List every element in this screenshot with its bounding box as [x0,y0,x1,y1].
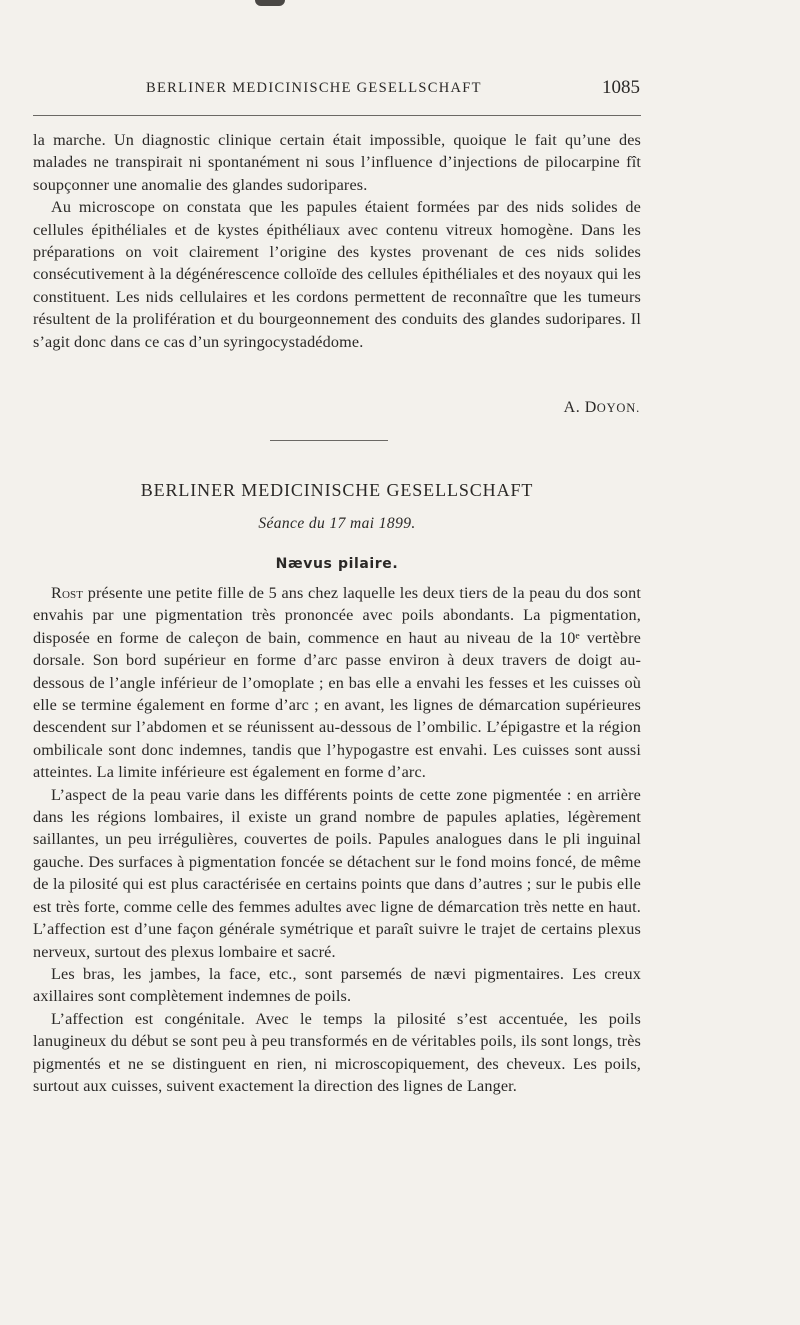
article-text [33,582,641,1097]
signature-initial: A. D [563,399,597,416]
page-number: 1085 [602,77,640,98]
article-title: Nævus pilaire. [275,556,399,572]
session-date: Séance du 17 mai 1899. [258,515,416,532]
running-title: BERLINER MEDICINISCHE GESELLSCHAFT [146,80,482,96]
paragraph: L’affection est congénitale. Avec le temps la pilosité s’est accentuée, les poils lanugineux du début se sont peu à peu transformés en de véritables poils, ils sont longs, très pigmentés et ne se distinguent en rien, ni microscopiquement, des cheveux. Les poils, surtout aux cuisses, suivent exactement la direction des lignes de Langer. [33,1009,641,1095]
section-separator [270,440,388,441]
section-title: BERLINER MEDICINISCHE GESELLSCHAFT [140,480,534,500]
binding-mark [255,0,285,6]
signature [564,399,640,417]
running-head [146,77,640,101]
paragraph: Les bras, les jambes, la face, etc., sont parsemés de nævi pigmentaires. Les creux axillaires sont complètement indemnes de poils. [33,964,641,1006]
paragraph-text: présente une petite fille de 5 ans chez laquelle les deux tiers de la peau du dos sont envahis par une pigmentation très prononcée avec poils abondants. La pigmentation, disposée en forme de caleçon de bain, commence en haut au niveau de la 10ᵉ vertèbre dorsale. Son bord supérieur en forme d’arc passe environ à deux travers de doigt au-dessous de l’angle inférieur de l’omoplate ; en bas elle a envahi les fesses et les cuisses où elle se termine également en forme d’arc ; en avant, les lignes de démarcation supérieures descendent sur l’abdomen et se réunissent au-dessous de l’ombilic. L’épigastre et la région ombilicale sont donc indemnes, tandis que l’hypogastre est envahi. Les cuisses sont aussi atteintes. La limite inférieure est également en forme d’arc. [33,584,641,782]
author-name: Rost [51,584,84,602]
header-rule [33,115,641,116]
previous-article-text [33,129,641,353]
paragraph: Au microscope on constata que les papules étaient formées par des nids solides de cellules épithéliales et de kystes épithéliaux avec contenu vitreux homogène. Dans les préparations on voit clairement l’origine des kystes provenant de ces nids solides consécutivement à la dégénérescence colloïde des cellules épithéliales et des noyaux qui les constituent. Les nids cellulaires et les cordons permettent de reconnaître que les tumeurs résultent de la prolifération et du bourgeonnement des conduits des glandes sudoripares. Il s’agit donc dans ce cas d’un syringocystadédome. [33,198,642,351]
paragraph [33,582,641,784]
paragraph: la marche. Un diagnostic clinique certain était impossible, quoique le fait qu’une des malades ne transpirait ni spontanément ni sous l’influence d’injections de pilocarpine fît soupçonner une anomalie des glandes sudoripares. [33,131,641,194]
paragraph: L’aspect de la peau varie dans les différents points de cette zone pigmentée : en arrière dans les régions lombaires, il existe un grand nombre de papules aplaties, légèrement saillantes, un peu irrégulières, couvertes de poils. Papules analogues dans le pli inguinal gauche. Des surfaces à pigmentation foncée se détachent sur le fond moins foncé, de même de la pilosité qui est plus caractérisée en certains points que dans d’autres ; sur le pubis elle est très forte, comme celle des femmes adultes avec ligne de démarcation très nette en haut. L’affection est d’une façon générale symétrique et paraît suivre le trajet de certains plexus nerveux, surtout des plexus lombaire et sacré. [33,785,641,961]
signature-rest: OYON. [596,401,640,415]
